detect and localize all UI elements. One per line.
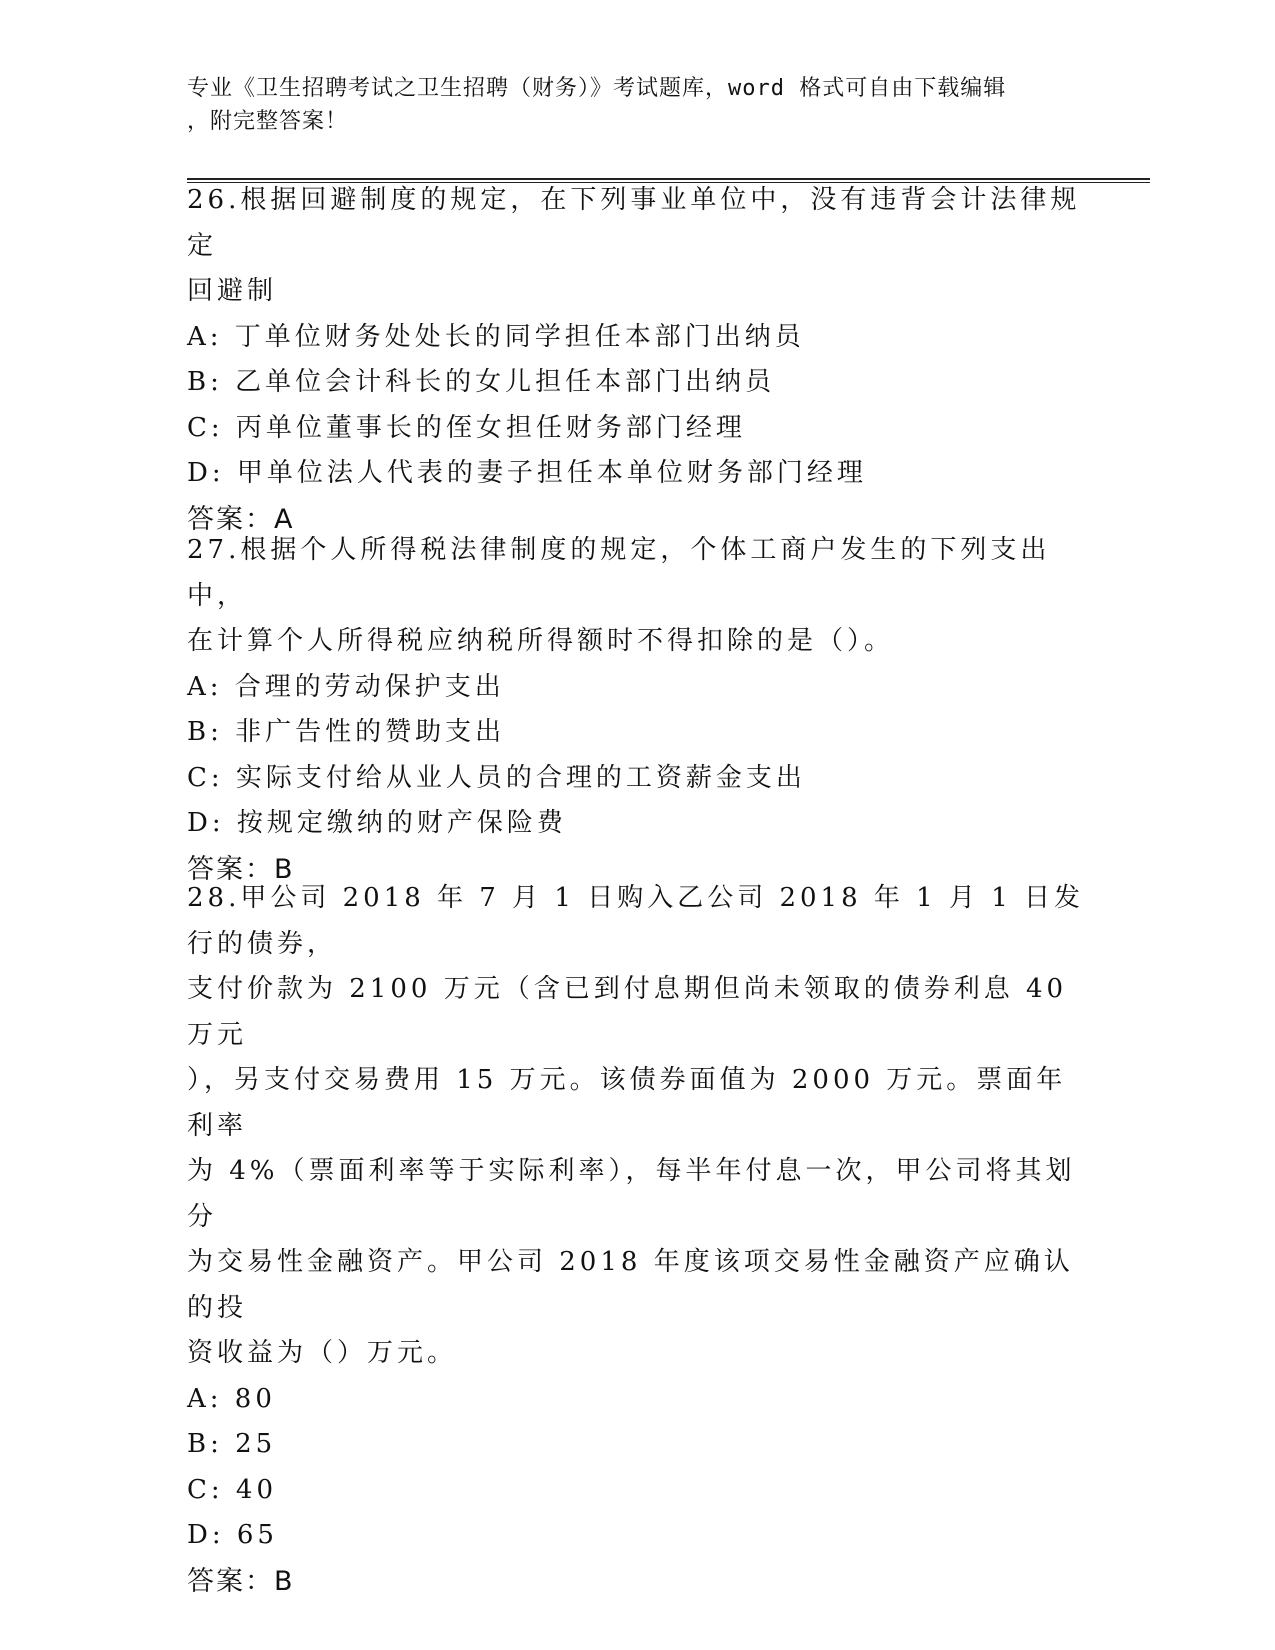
question-27: [187, 528, 1087, 892]
option-c: C: 实际支付给从业人员的合理的工资薪金支出: [187, 762, 806, 793]
option-c: C: 40: [187, 1474, 278, 1505]
option-b: B: 乙单位会计科长的女儿担任本部门出纳员: [187, 367, 776, 397]
answer-label: 答案：B: [187, 853, 295, 885]
header-line-1: 专业《卫生招聘考试之卫生招聘（财务）》考试题库，word 格式可自由下载编辑: [187, 76, 1007, 101]
option-d: D: 甲单位法人代表的妻子担任本单位财务部门经理: [187, 458, 867, 488]
option-a: A: 合理的劳动保护支出: [187, 671, 505, 702]
question-stem-line: 支付价款为 2100 万元（含已到付息期但尚未领取的债券利息 40 万元: [187, 974, 1068, 1050]
question-28: [187, 876, 1087, 1604]
question-stem-line: 回避制: [187, 276, 278, 306]
answer-label: 答案：A: [187, 503, 295, 535]
answer-label: 答案：B: [187, 1565, 295, 1597]
document-header: [187, 72, 1067, 138]
option-a: A: 丁单位财务处处长的同学担任本部门出纳员: [187, 321, 805, 352]
question-stem-line: ），另支付交易费用 15 万元。该债券面值为 2000 万元。票面年利率: [187, 1065, 1067, 1141]
option-d: D: 65: [187, 1520, 278, 1550]
question-stem-line: 27.根据个人所得税法律制度的规定，个体工商户发生的下列支出中，: [187, 535, 1051, 611]
option-b: B: 25: [187, 1429, 277, 1459]
option-a: A: 80: [187, 1383, 276, 1414]
option-d: D: 按规定缴纳的财产保险费: [187, 808, 567, 838]
option-c: C: 丙单位董事长的侄女担任财务部门经理: [187, 412, 746, 443]
question-26: [187, 178, 1087, 542]
question-stem-line: 28.甲公司 2018 年 7 月 1 日购入乙公司 2018 年 1 月 1 日发行的债券，: [187, 883, 1085, 959]
header-line-2: ，附完整答案！: [187, 109, 349, 134]
question-stem-line: 为交易性金融资产。甲公司 2018 年度该项交易性金融资产应确认的投: [187, 1247, 1074, 1323]
question-stem-line: 资收益为（）万元。: [187, 1338, 458, 1368]
question-stem-line: 为 4%（票面利率等于实际利率），每半年付息一次，甲公司将其划分: [187, 1156, 1076, 1232]
question-stem-line: 26.根据回避制度的规定，在下列事业单位中，没有违背会计法律规定: [187, 185, 1081, 261]
question-stem-line: 在计算个人所得税应纳税所得额时不得扣除的是（）。: [187, 626, 895, 656]
option-b: B: 非广告性的赞助支出: [187, 717, 506, 747]
